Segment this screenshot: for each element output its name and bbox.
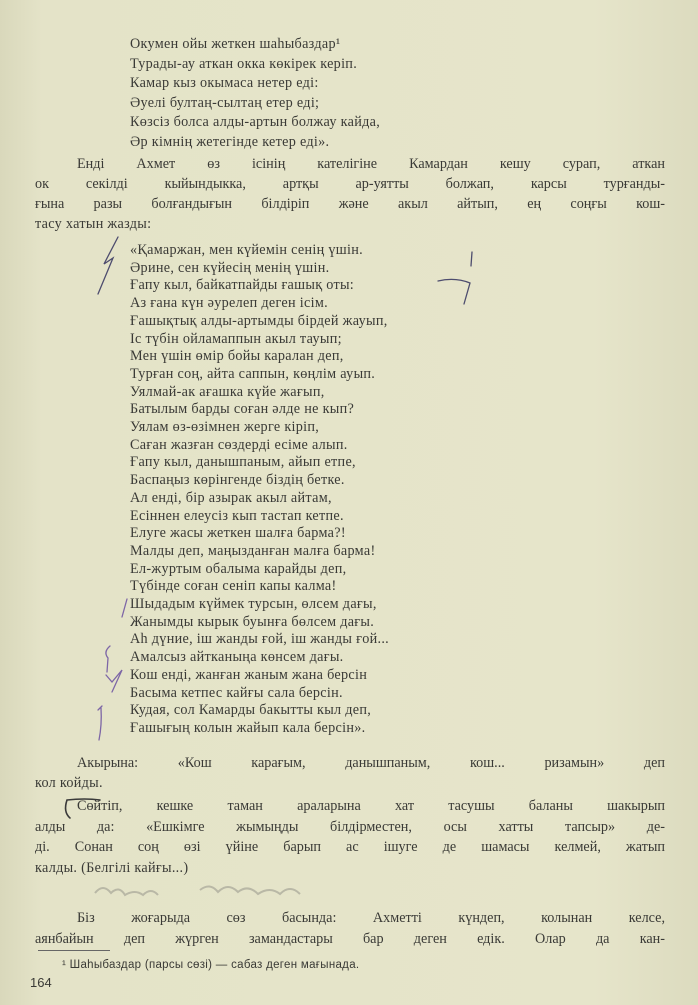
verse-line: Ал енді, бір азырак акыл айтам, [130,489,332,506]
verse-line: Ел-журтым обалыма карайды деп, [130,560,347,577]
pencil-mark-icon [438,279,470,304]
ink-mark-icon [106,670,122,692]
verse-line: Елуге жасы жеткен шалға барма?! [130,525,346,542]
verse-line: Уялам өз-өзімнен жерге кіріп, [130,419,320,435]
verse-line: Мен үшін өмір бойы каралан деп, [130,348,344,365]
paragraph-line: Енді Ахмет өз ісінің кателігіне Камардан кешу сурап, аткан [77,156,665,172]
paragraph-line: калды. (Белгілі кайғы...) [35,859,189,876]
paragraph-line: ок секілді кыйындыкка, артқы ар-уятты болжап, карсы турғанды- [35,176,665,192]
verse-line: Шыдадым күймек турсын, өлсем дағы, [130,596,377,612]
verse-line: Окумен ойы жеткен шаһыбаздар¹ [130,36,341,52]
verse-line: Есіннен елеусіз кып тастап кетпе. [130,507,344,524]
paragraph-line: тасу хатын жазды: [35,216,152,232]
verse-line: Ғашығың колын жайып кала берсін». [130,719,366,736]
verse-line: Іс түбін ойламаппын акыл тауып; [130,330,342,347]
verse-line: Уялмай-ак ағашка күйе жағып, [130,383,325,400]
verse-line: Камар кыз окымаса нетер еді: [130,75,319,91]
footnote-divider [38,950,110,951]
verse-line: Ғашықтық алды-артымды бірдей жауып, [130,312,388,329]
faint-handwriting-icon [95,886,300,895]
verse-line: Кош енді, жанған жаным жана берсін [130,666,368,683]
verse-line: Саған жазған сөздерді есіме алып. [130,436,348,453]
verse-line: «Қамаржан, мен күйемін сенің үшін. [130,242,364,258]
verse-line: Аз ғана күн әурелеп деген ісім. [130,295,328,312]
footnote: ¹ Шаһыбаздар (парсы сөзі) — сабаз деген мағынада. [62,959,360,971]
verse-line: Басыма кетпес кайғы сала берсін. [130,684,343,701]
page-number: 164 [30,975,52,990]
ink-mark-icon [98,706,102,740]
ink-mark-icon [106,646,110,672]
verse-line: Ғапу кыл, байкатпайды ғашық оты: [130,277,355,294]
verse-line: Батылым барды соған әлде не кып? [130,401,355,418]
verse-line: Малды деп, маңызданған малға барма! [130,542,376,559]
verse-line: Ғапу кыл, данышпаным, айып етпе, [130,454,356,471]
verse-line: Кудая, сол Камарды бакытты кыл деп, [130,702,372,719]
verse-line: Амалсыз айтканыңа көнсем дағы. [130,649,344,666]
paragraph-line: аянбайын деп жүрген замандастары бар деген едік. Олар да кан- [35,931,665,947]
verse-line: Аһ дүние, іш жанды ғой, іш жанды ғой... [130,631,390,648]
pencil-mark-icon [471,252,472,266]
verse-line: Әр кімнің жетегінде кетер еді». [130,133,330,150]
verse-line: Баспаңыз көрінгенде біздің бетке. [130,472,345,489]
verse-line: Турады-ау аткан окка көкірек керіп. [130,55,358,72]
paragraph-line: Сөйтіп, кешке таман араларына хат тасушы баланы шакырып [77,798,665,814]
verse-line: Әрине, сен күйесің менің үшін. [130,259,330,276]
paragraph-line: кол койды. [35,775,103,791]
verse-line: Турған соң, айта саппын, көңлім ауып. [130,365,376,382]
verse-line: Түбінде соған сеніп капы калма! [130,578,337,595]
verse-line: Әуелі бултаң-сылтаң етер еді; [130,94,320,111]
verse-line: Жанымды кырык буынға бөлсем дағы. [130,613,375,630]
verse-line: Көзсіз болса алды-артын болжау кайда, [130,114,381,130]
paragraph-line: ғына разы болғандығын білдіріп және акыл айтып, ең соңғы кош- [35,196,665,212]
paragraph-line: ді. Сонан соң өзі үйіне барып ас ішуге де шамасы келмей, жатып [35,839,665,855]
ink-mark-icon [122,599,127,617]
pencil-mark-icon [98,237,118,294]
paragraph-line: Біз жоғарыда сөз басында: Ахметті күндеп, колынан келсе, [77,910,665,926]
paragraph-line: алды да: «Ешкімге жымыңды білдірместен, осы хатты тапсыр» де- [35,818,665,835]
paragraph-line: Акырына: «Кош карағым, данышпаным, кош... ризамын» деп [77,755,665,771]
